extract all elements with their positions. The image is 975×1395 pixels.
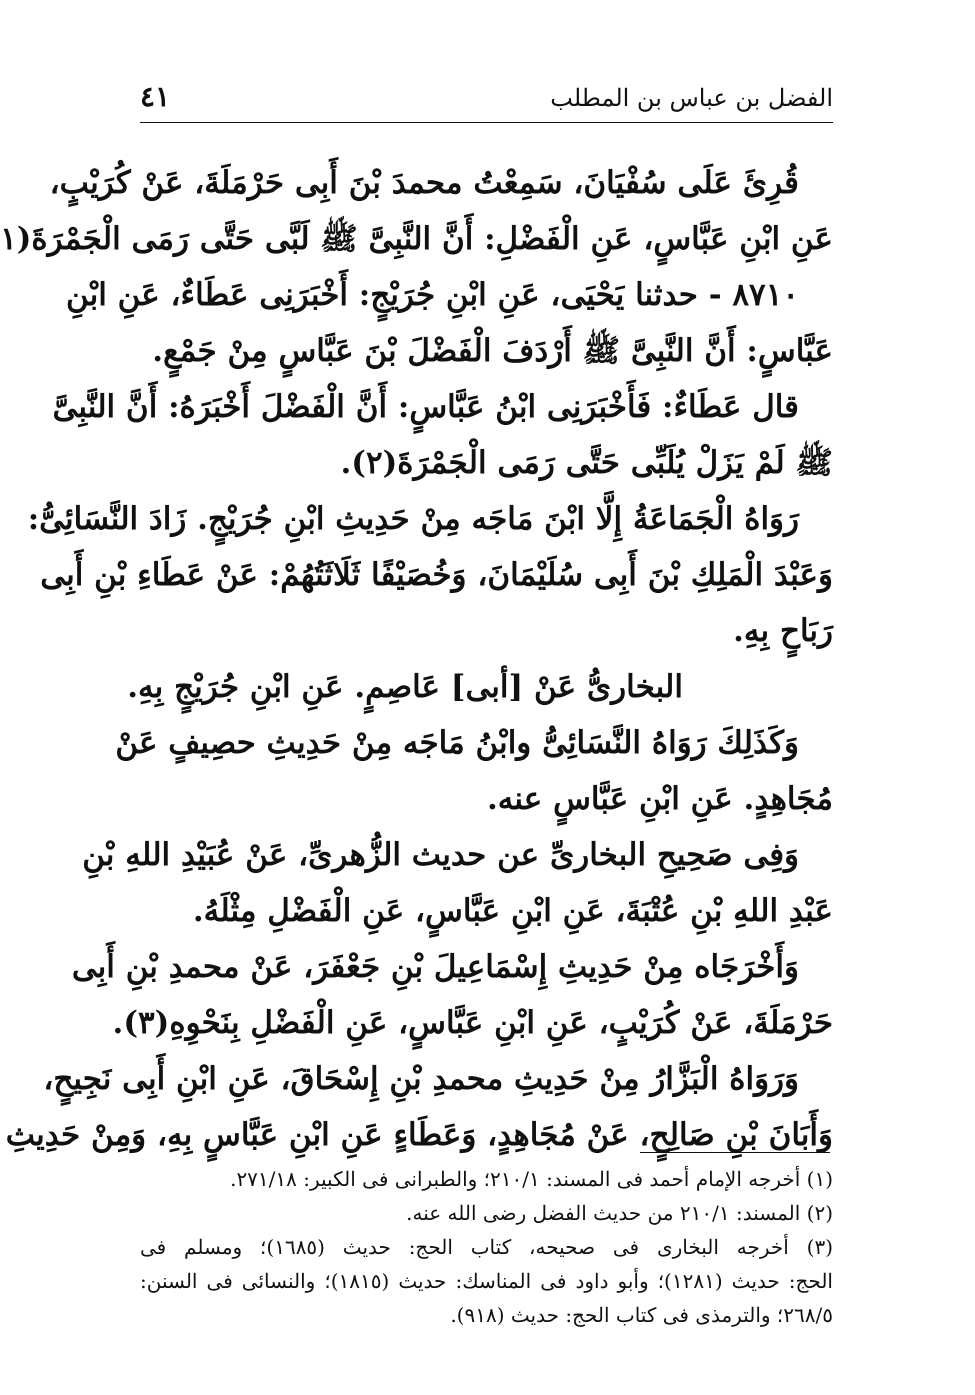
footnote-line: (١) أخرجه الإمام أحمد فى المسند: ٢١٠/١؛ والطبرانى فى الكبير: ٢٧١/١٨. <box>230 1167 833 1191</box>
running-header <box>140 80 833 120</box>
text-line: ﷺ لَمْ يَزَلْ يُلَبِّى حَتَّى رَمَى الْجَمْرَةَ(٢). <box>340 445 833 481</box>
text-line: عَبَّاسٍ: أَنَّ النَّبِىَّ ﷺ أَرْدَفَ الْفَضْلَ بْنَ عَبَّاسٍ مِنْ جَمْعٍ. <box>152 333 833 369</box>
text-line: وَكَذَلِكَ رَوَاهُ النَّسَائِىُّ وابْنُ مَاجَه مِنْ حَدِيثِ حصِيفٍ عَنْ <box>115 725 799 761</box>
text-line: حَرْمَلَةَ، عَنْ كُرَيْبٍ، عَنِ ابْنِ عَبَّاسٍ، عَنِ الْفَضْلِ بِنَحْوِهِ(٣). <box>112 1005 833 1041</box>
footnote-line: (٢) المسند: ٢١٠/١ من حديث الفضل رضى الله عنه. <box>406 1201 833 1225</box>
text-line: وَرَوَاهُ الْبَزَّارُ مِنْ حَدِيثِ محمدِ بْنِ إِسْحَاقَ، عَنِ ابْنِ أَبِى نَجِيحٍ، <box>43 1061 799 1097</box>
header-title: الفضل بن عباس بن المطلب <box>550 84 833 112</box>
footnote-line: (٣) أخرجه البخارى فى صحيحه، كتاب الحج: حديث (١٦٨٥)؛ ومسلم فى <box>140 1235 834 1259</box>
text-line: رَبَاحٍ بِهِ. <box>733 613 833 649</box>
text-line: البخارىُّ عَنْ [أبى] عَاصِمٍ. عَنِ ابْنِ جُرَيْجٍ بِهِ. <box>127 669 683 705</box>
text-line: قال عَطَاءٌ: فَأَخْبَرَنِى ابْنُ عَبَّاسٍ: أَنَّ الْفَضْلَ أَخْبَرَهُ: أَنَّ النَّبِىَّ <box>52 389 799 425</box>
footnote-rule <box>640 1152 830 1153</box>
text-line: عَبْدِ اللهِ بْنِ عُتْبَةَ، عَنِ ابْنِ عَبَّاسٍ، عَنِ الْفَضْلِ مِثْلَهُ. <box>192 893 833 929</box>
text-line: رَوَاهُ الْجَمَاعَةُ إِلَّا ابْنَ مَاجَه مِنْ حَدِيثِ ابْنِ جُرَيْجٍ. زَادَ النَّسَائِىُّ: <box>27 501 799 537</box>
header-rule <box>140 122 833 123</box>
page-number: ٤١ <box>140 80 171 113</box>
text-line: مُجَاهِدٍ. عَنِ ابْنِ عَبَّاسٍ عنه. <box>487 781 833 817</box>
main-text <box>0 155 833 1163</box>
text-line: وَعَبْدَ الْمَلِكِ بْنَ أَبِى سُلَيْمَانَ، وَخُصَيْفًا ثَلَاثَتُهُمْ: عَنْ عَطَاءِ بْنِ أَبِى <box>40 557 833 593</box>
text-line: ٨٧١٠ - حدثنا يَحْيَى، عَنِ ابْنِ جُرَيْجٍ: أَخْبَرَنِى عَطَاءٌ، عَنِ ابْنِ <box>66 277 799 313</box>
text-line: قُرِئَ عَلَى سُفْيَانَ، سَمِعْتُ محمدَ بْنَ أَبِى حَرْمَلَةَ، عَنْ كُرَيْبٍ، <box>49 165 799 201</box>
footnotes <box>140 1162 833 1332</box>
text-line: وَأَبَانَ بْنِ صَالِحٍ، عَنْ مُجَاهِدٍ، وَعَطَاءٍ عَنِ ابْنِ عَبَّاسٍ بِهِ، وَمِنْ حَدِيثِ <box>5 1117 833 1153</box>
text-line: وَفِى صَحِيحِ البخارىِّ عن حديث الزُّهرىِّ، عَنْ عُبَيْدِ اللهِ بْنِ <box>82 837 799 873</box>
footnote-line: ٢٦٨/٥؛ والترمذى فى كتاب الحج: حديث (٩١٨). <box>450 1303 833 1327</box>
text-line: عَنِ ابْنِ عَبَّاسٍ، عَنِ الْفَضْلِ: أَنَّ النَّبِىَّ ﷺ لَبَّى حَتَّى رَمَى الْجَمْرَةَ(١ <box>0 221 833 257</box>
footnote-line: الحج: حديث (١٢٨١)؛ وأبو داود فى المناسك: حديث (١٨١٥)؛ والنسائى فى السنن: <box>140 1269 833 1293</box>
text-line: وَأَخْرَجَاه مِنْ حَدِيثِ إِسْمَاعِيلَ بْنِ جَعْفَرَ، عَنْ محمدِ بْنِ أَبِى <box>71 949 799 985</box>
